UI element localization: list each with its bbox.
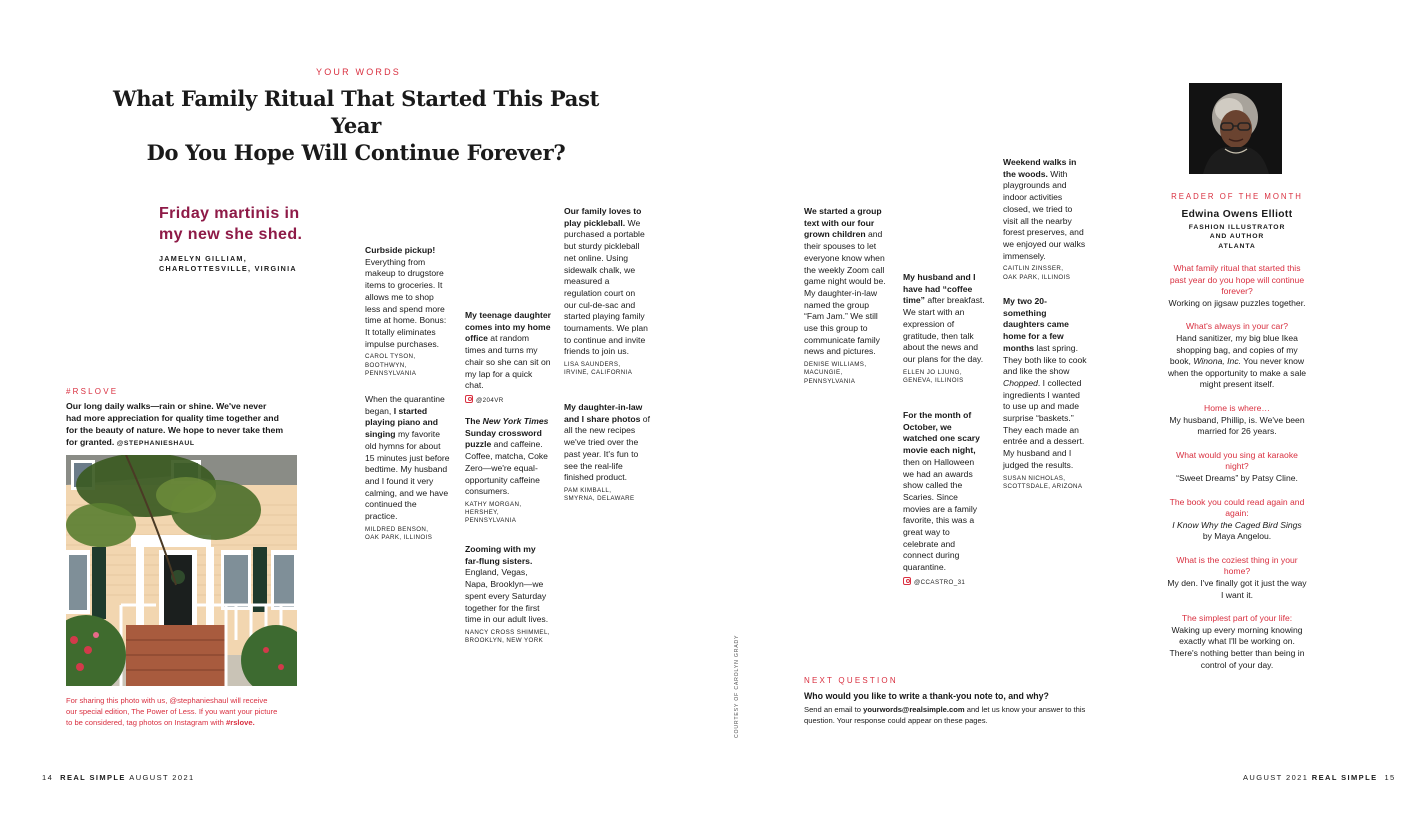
qa-answer: Waking up every morning knowing exactly what I'll be working on. There's nothing better than being in control of your day. — [1169, 624, 1305, 670]
reader-label: READER OF THE MONTH — [1171, 192, 1303, 201]
caption-tag: #rslove. — [226, 718, 255, 727]
instagram-icon — [465, 395, 473, 403]
qa-question: What's always in your car? — [1186, 321, 1288, 332]
featured-quote — [159, 203, 349, 274]
date-left: AUGUST 2021 — [129, 773, 195, 782]
entry-lead: My teenage daughter comes into my home office — [465, 310, 551, 344]
caption-line1: For sharing this photo with us, @stephanieshaul will receive — [66, 696, 268, 705]
credit-name: SUSAN NICHOLAS, — [1003, 474, 1066, 482]
entry-lead: Weekend walks in the woods. — [1003, 157, 1077, 179]
caption-line3: to be considered, tag photos on Instagram with — [66, 718, 224, 727]
qa-question: What family ritual that started this past year do you hope will continue forever? — [1169, 263, 1305, 297]
credit-place2: PENNSYLVANIA — [804, 377, 856, 385]
entry-lead: Curbside pickup! — [365, 245, 436, 255]
entry-pickleball — [564, 206, 648, 378]
page-title-line2: Do You Hope Will Continue Forever? — [146, 140, 566, 165]
email-link[interactable]: yourwords@realsimple.com — [863, 705, 965, 714]
entry-text: of all the new recipes we've tried over the past year. It's fun to see the real-life finished product. — [564, 413, 650, 483]
house-porch-photo — [66, 455, 297, 686]
credit-place: MACUNGIE, — [804, 369, 843, 377]
entry-weekend-walks — [1003, 157, 1087, 282]
entry-lead: My husband and I have had “coffee time” — [903, 272, 976, 306]
entry-crossword — [465, 416, 551, 526]
qa-answer-italic: I Know Why the Caged Bird Sings — [1172, 519, 1302, 530]
photo-caption — [66, 695, 306, 728]
credit-name: CAITLIN ZINSSER, — [1003, 265, 1064, 273]
credit-name: LISA SAUNDERS, — [564, 361, 621, 369]
reader-of-month — [1166, 192, 1308, 251]
entry-text: and caffeine. Coffee, matcha, Coke Zero—we're equal-opportunity caffeine consumers. — [465, 439, 548, 497]
rslove-tag: #RSLOVE — [66, 387, 119, 396]
credit-name: MILDRED BENSON, — [365, 525, 429, 533]
next-question-text: Who would you like to write a thank-you note to, and why? — [804, 691, 1049, 701]
entry-lead: My daughter-in-law and I share photos — [564, 402, 643, 424]
entry-text: at random times and turns my chair so she can sit on my lap for a quick chat. — [465, 333, 551, 391]
next-question-instructions — [804, 705, 1094, 726]
send-post: and let us know your answer to this question. Your response could appear on these pages. — [804, 705, 1086, 725]
qa-item — [1166, 497, 1308, 543]
credit-place: GENEVA, ILLINOIS — [903, 376, 964, 384]
instagram-icon — [903, 577, 911, 585]
credit-place: BROOKLYN, NEW YORK — [465, 637, 544, 645]
next-question — [804, 676, 1094, 726]
qa-question: The book you could read again and again: — [1169, 496, 1305, 519]
qa-item — [1166, 450, 1308, 485]
entry-text-a: last spring. They both like to cook and like the show — [1003, 342, 1087, 377]
credit-name: NANCY CROSS SHIMMEL, — [465, 628, 550, 636]
credit-place: SCOTTSDALE, ARIZONA — [1003, 482, 1083, 490]
featured-quote-line2: my new she shed. — [159, 226, 303, 243]
entry-text: and their spouses to let everyone know when the weekly Zoom call game night would be. My daughter-in-law named the group “Fam Jam.” We still use this group to communicate family news and pictures. — [804, 229, 886, 357]
qa-answer-post: by Maya Angelou. — [1202, 531, 1272, 542]
entry-text-b: . I collected ingredients I wanted to use up and made surprise “baskets.” They each made an entrée and a dessert. My husband and I judged the results. — [1003, 377, 1085, 470]
reader-role1: FASHION ILLUSTRATOR — [1188, 224, 1286, 231]
entry-text: after breakfast. We start with an expression of gratitude, then talk about the news and our plans for the day. — [903, 295, 985, 364]
entry-teenage-daughter — [465, 310, 551, 405]
credit-place: HERSHEY, PENNSYLVANIA — [465, 509, 517, 525]
qa-item — [1166, 555, 1308, 601]
entry-piano — [365, 394, 451, 542]
reader-name: Edwina Owens Elliott — [1181, 209, 1293, 220]
qa-item — [1166, 321, 1308, 391]
entry-lead: I started playing piano and singing — [365, 405, 439, 440]
entry-group-text — [804, 206, 890, 386]
credit-place: OAK PARK, ILLINOIS — [365, 533, 433, 541]
entry-pre: When the quarantine began, — [365, 394, 445, 416]
page-number-right: 15 — [1384, 773, 1396, 782]
credit-name: ELLEN JO LJUNG, — [903, 368, 962, 376]
credit-handle: @CCASTRO_31 — [914, 578, 966, 586]
qa-question: What would you sing at karaoke night? — [1176, 449, 1298, 472]
reader-city: ATLANTA — [1218, 242, 1256, 250]
credit-place: BOOTHWYN, — [365, 361, 407, 369]
entry-lead: For the month of October, we watched one scary movie each night, — [903, 410, 980, 456]
qa-answer: “Sweet Dreams” by Patsy Cline. — [1176, 472, 1298, 483]
credit-place: SMYRNA, DELAWARE — [564, 495, 635, 503]
footer-left — [42, 773, 195, 782]
date-right: AUGUST 2021 — [1243, 773, 1309, 782]
qa-item — [1166, 613, 1308, 671]
entry-lead: We started a group text with our four grown children — [804, 206, 882, 240]
credit-name: CAROL TYSON, — [365, 353, 416, 361]
entry-text: my favorite old hymns for about 15 minutes just before bedtime. My husband and I found it very calming, and we have continued the practice. — [365, 429, 450, 522]
caption-line2: our special edition, The Power of Less. If you want your picture — [66, 707, 278, 716]
entry-text: England, Vegas, Napa, Brooklyn—we spent every Saturday together for the first time in our adult lives. — [465, 567, 549, 625]
entry-text: With playgrounds and indoor activities closed, we tried to visit all the nearby forest preserves, and we enjoyed our walks immensely. — [1003, 168, 1086, 261]
portrait-illustration — [1189, 83, 1282, 174]
qa-answer: Hand sanitizer, my big blue Ikea shopping bag, and copies of my book, — [1169, 332, 1298, 367]
brand-left: REAL SIMPLE — [60, 773, 126, 782]
entry-text: Everything from makeup to drugstore items to groceries. It allows me to shop less and spend more time at home. Bonus: It totally eliminates impulse purchases. — [365, 256, 447, 349]
section-kicker: YOUR WORDS — [316, 67, 401, 77]
entry-lead-italic: New York Times — [482, 416, 549, 426]
entry-lead-b: Sunday crossword puzzle — [465, 427, 542, 450]
featured-quote-line1: Friday martinis in — [159, 205, 300, 222]
entry-sisters — [465, 544, 551, 645]
brand-right: REAL SIMPLE — [1311, 773, 1378, 782]
featured-place: CHARLOTTESVILLE, VIRGINIA — [159, 264, 297, 273]
qa-answer-italic: Winona, Inc. — [1193, 356, 1242, 367]
entry-scary-movie — [903, 410, 987, 587]
reader-role2: AND AUTHOR — [1209, 233, 1265, 241]
entry-lead: Zooming with my far-flung sisters. — [465, 544, 536, 566]
entry-curbside — [365, 245, 451, 378]
reader-portrait — [1189, 83, 1282, 174]
entry-photos — [564, 402, 650, 503]
credit-place: OAK PARK, ILLINOIS — [1003, 273, 1071, 281]
entry-text-italic: Chopped — [1003, 377, 1038, 388]
send-pre: Send an email to — [804, 705, 864, 714]
qa-item — [1166, 403, 1308, 438]
qa-answer: Working on jigsaw puzzles together. — [1168, 297, 1306, 308]
credit-place2: PENNSYLVANIA — [365, 369, 417, 377]
rslove-text-block — [66, 400, 284, 450]
next-question-label: NEXT QUESTION — [804, 676, 898, 685]
qa-answer-post: You never know when the opportunity to make a sale might present itself. — [1167, 356, 1307, 390]
qa-question: The simplest part of your life: — [1181, 613, 1293, 624]
entry-coffee-time — [903, 272, 987, 385]
entry-text: then on Halloween we had an awards show called the Scaries. Since movies are a family favorite, this was a great way to celebrate and connect during quarantine. — [903, 456, 978, 573]
entry-text: We purchased a portable but sturdy pickleball net online. Using sidewalk chalk, we measured a regulation court on our cul-de-sac and started playing family tournaments. We plan to continue and invite friends to join us. — [564, 217, 648, 357]
rslove-handle: @STEPHANIESHAUL — [116, 440, 195, 447]
entry-lead: Our family loves to play pickleball. — [564, 206, 642, 228]
photo-credit: COURTESY OF CAROLYN GRADY — [734, 634, 740, 738]
page-title — [98, 85, 614, 166]
footer-right — [1243, 773, 1396, 782]
photo-illustration — [66, 455, 297, 686]
rslove-text: Our long daily walks—rain or shine. We've never had more appreciation for quality time together and for the beauty of nature. We hope to never take them for granted. — [66, 401, 284, 447]
qa-item — [1166, 263, 1308, 309]
page-title-line1: What Family Ritual That Started This Past Year — [113, 86, 599, 138]
qa-question: Home is where… — [1204, 402, 1270, 413]
featured-name: JAMELYN GILLIAM, — [159, 254, 248, 263]
credit-handle: @204VR — [476, 396, 504, 404]
qa-answer: My den. I've finally got it just the way I want it. — [1167, 578, 1307, 600]
credit-name: DENISE WILLIAMS, — [804, 361, 867, 369]
credit-name: KATHY MORGAN, — [465, 500, 522, 508]
reader-qa — [1166, 263, 1308, 683]
qa-question: What is the coziest thing in your home? — [1176, 554, 1298, 577]
entry-lead-a: The — [465, 416, 483, 426]
entry-lead: My two 20-something daughters came home for a few months — [1003, 296, 1069, 353]
page-number-left: 14 — [42, 773, 54, 782]
credit-place: IRVINE, CALIFORNIA — [564, 369, 633, 377]
credit-name: PAM KIMBALL, — [564, 486, 612, 494]
entry-daughters-cook — [1003, 296, 1087, 491]
qa-answer: My husband, Phillip, is. We've been married for 26 years. — [1169, 414, 1305, 437]
